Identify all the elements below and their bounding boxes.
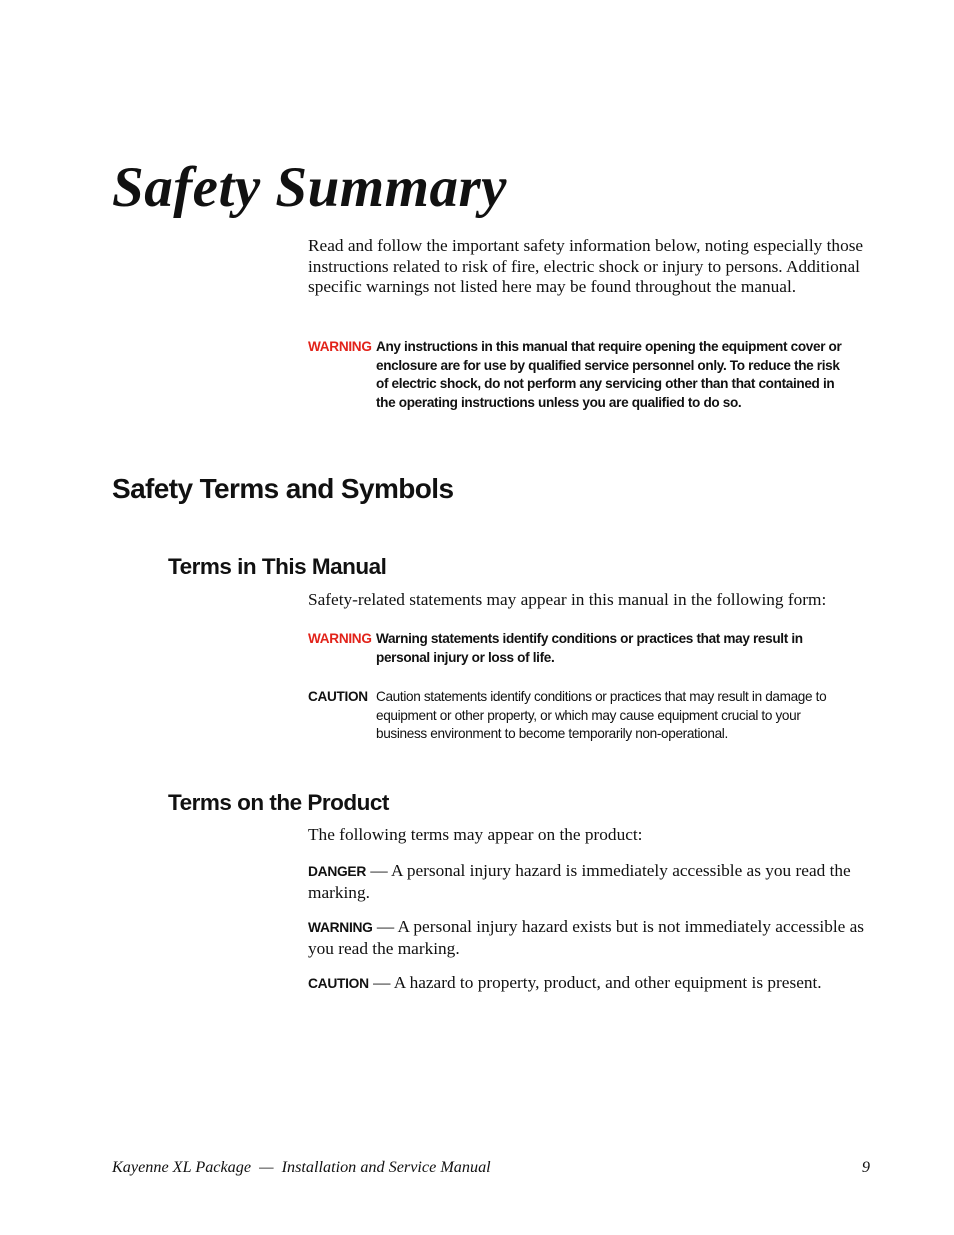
- warning-label: WARNING: [308, 920, 373, 935]
- terms-manual-intro: Safety-related statements may appear in this manual in the following form:: [308, 590, 827, 609]
- caution-label: CAUTION: [308, 689, 368, 704]
- warning-term: [308, 917, 870, 959]
- danger-text: — A personal injury hazard is immediately accessible as you read the marking.: [308, 861, 851, 902]
- warning-label: WARNING: [308, 339, 372, 354]
- caution-term: [308, 973, 883, 995]
- caution-text: — A hazard to property, product, and other equipment is present.: [368, 973, 822, 992]
- danger-term: [308, 861, 870, 903]
- page-title: Safety Summary: [112, 156, 507, 219]
- manual-warning-note: [308, 630, 853, 667]
- section-heading-safety-terms: Safety Terms and Symbols: [112, 473, 454, 504]
- footer-title: Kayenne XL Package — Installation and Service Manual: [112, 1158, 491, 1176]
- page-number: 9: [861, 1158, 870, 1176]
- subsection-heading-terms-product: Terms on the Product: [168, 790, 389, 815]
- intro-paragraph: Read and follow the important safety information below, noting especially those instructions related to risk of fire, electric shock or injury to persons. Additional specific warnings not listed here may be found throughout the manual.: [308, 236, 864, 296]
- warning-text: Warning statements identify conditions or practices that may result in personal injury or loss of life.: [376, 631, 803, 665]
- warning-label: WARNING: [308, 631, 372, 646]
- caution-label: CAUTION: [308, 976, 369, 991]
- caution-text: Caution statements identify conditions or practices that may result in damage to equipment or other property, or which may cause equipment crucial to your business environment to become temporarily non-operational.: [376, 689, 827, 742]
- warning-text: Any instructions in this manual that require opening the equipment cover or enclosure are for use by qualified service personnel only. To reduce the risk of electric shock, do not perform any servicing other than that contained in the operating instructions unless you are qualified to do so.: [376, 339, 842, 410]
- subsection-heading-terms-manual: Terms in This Manual: [168, 554, 387, 579]
- danger-label: DANGER: [308, 864, 366, 879]
- intro-warning-note: [308, 338, 853, 412]
- terms-product-intro: The following terms may appear on the product:: [308, 825, 643, 844]
- warning-text: — A personal injury hazard exists but is not immediately accessible as you read the marking.: [308, 917, 865, 958]
- manual-caution-note: [308, 688, 853, 744]
